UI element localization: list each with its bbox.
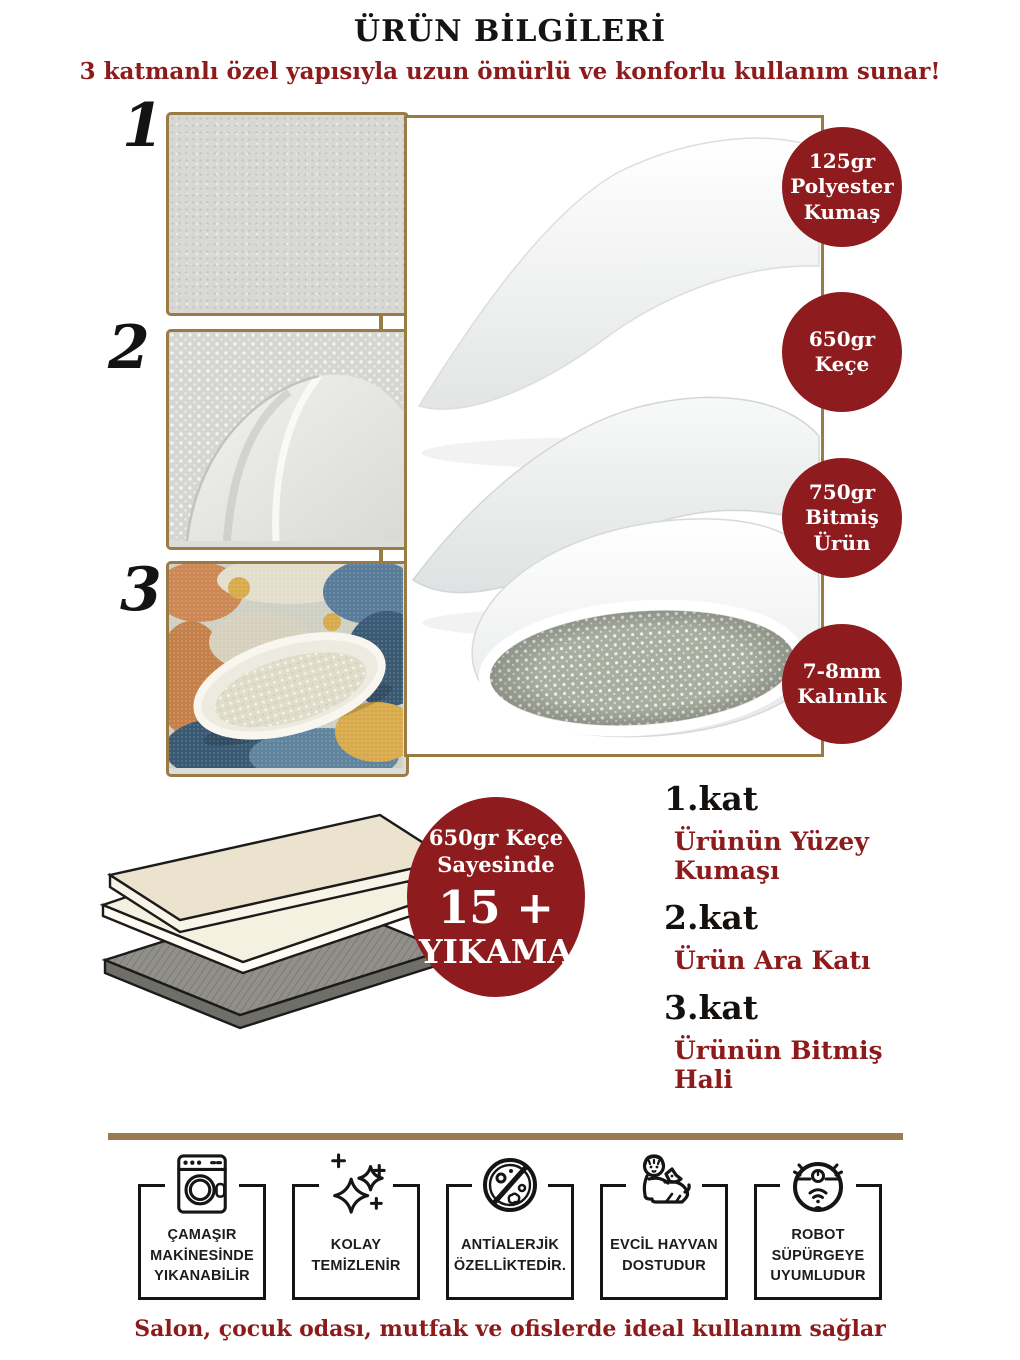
badge-line: 125gr: [808, 148, 876, 173]
photo-felt-layer: [166, 329, 409, 550]
section-divider: [108, 1133, 903, 1140]
photo-surface-fabric: [166, 112, 409, 316]
kat-2-title: 2.kat: [664, 898, 758, 937]
badge-thickness: [782, 624, 902, 744]
badge-line: Ürün: [813, 530, 871, 555]
layer-number-3: 3: [120, 555, 162, 625]
usage-note: Salon, çocuk odası, mutfak ve ofislerde ideal kullanım sağlar: [134, 1316, 886, 1342]
photo-finished-rug: [166, 561, 409, 777]
feature-row: [0, 1184, 1020, 1300]
wash-badge-line: 650gr Keçe: [428, 824, 564, 850]
layers-illustration: [407, 118, 821, 754]
feature-label: ANTİALERJİK ÖZELLİKTEDİR.: [453, 1237, 567, 1274]
wash-count-value: 15 +: [438, 881, 554, 935]
badge-line: 750gr: [808, 479, 876, 504]
kat-3-title: 3.kat: [664, 988, 758, 1027]
badge-polyester: [782, 127, 902, 247]
kat-2-desc: Ürün Ara Katı: [674, 946, 871, 975]
wash-badge-label: YIKAMA: [418, 932, 574, 972]
badge-finished: [782, 458, 902, 578]
robot-vacuum-icon: [780, 1150, 856, 1218]
feature-label: ÇAMAŞIR MAKİNESİNDE YIKANABİLİR: [150, 1227, 254, 1285]
page-title: ÜRÜN BİLGİLERİ: [353, 14, 667, 49]
feature-pet-friendly: [600, 1184, 728, 1300]
badge-line: Polyester: [790, 174, 894, 199]
feature-label: KOLAY TEMİZLENİR: [311, 1237, 401, 1274]
badge-line: Kumaş: [803, 199, 881, 224]
feature-easy-clean: [292, 1184, 420, 1300]
felt-illustration: [169, 332, 403, 541]
badge-felt: [782, 292, 902, 412]
page-subtitle: 3 katmanlı özel yapısıyla uzun ömürlü ve konforlu kullanım sunar!: [79, 58, 941, 85]
layer-description-list: [664, 779, 944, 1107]
kat-1-desc: Ürünün Yüzey Kumaşı: [674, 827, 869, 885]
kat-1-title: 1.kat: [664, 779, 758, 818]
pet-friendly-icon: [626, 1150, 702, 1216]
wash-badge-line: Sayesinde: [437, 851, 555, 877]
no-allergen-icon: [472, 1150, 548, 1218]
feature-robot-vacuum: [754, 1184, 882, 1300]
badge-line: 7-8mm: [802, 658, 882, 683]
feature-machine-washable: [138, 1184, 266, 1300]
badge-line: 650gr: [808, 326, 876, 351]
layer-number-1: 1: [122, 91, 164, 161]
badge-line: Keçe: [814, 352, 870, 376]
kat-3-desc: Ürünün Bitmiş Hali: [674, 1036, 883, 1094]
feature-label: EVCİL HAYVAN DOSTUDUR: [610, 1237, 718, 1274]
feature-label: ROBOT SÜPÜRGEYE UYUMLUDUR: [770, 1227, 866, 1285]
wash-count-badge: [407, 797, 585, 997]
sparkles-icon: [319, 1150, 393, 1218]
layered-product-photo: [404, 115, 824, 757]
badge-line: Kalınlık: [797, 684, 887, 708]
badge-line: Bitmiş: [805, 505, 879, 530]
washing-machine-icon: [165, 1150, 239, 1218]
layer-number-2: 2: [108, 313, 150, 383]
feature-anti-allergic: [446, 1184, 574, 1300]
rug-illustration: [169, 564, 403, 768]
